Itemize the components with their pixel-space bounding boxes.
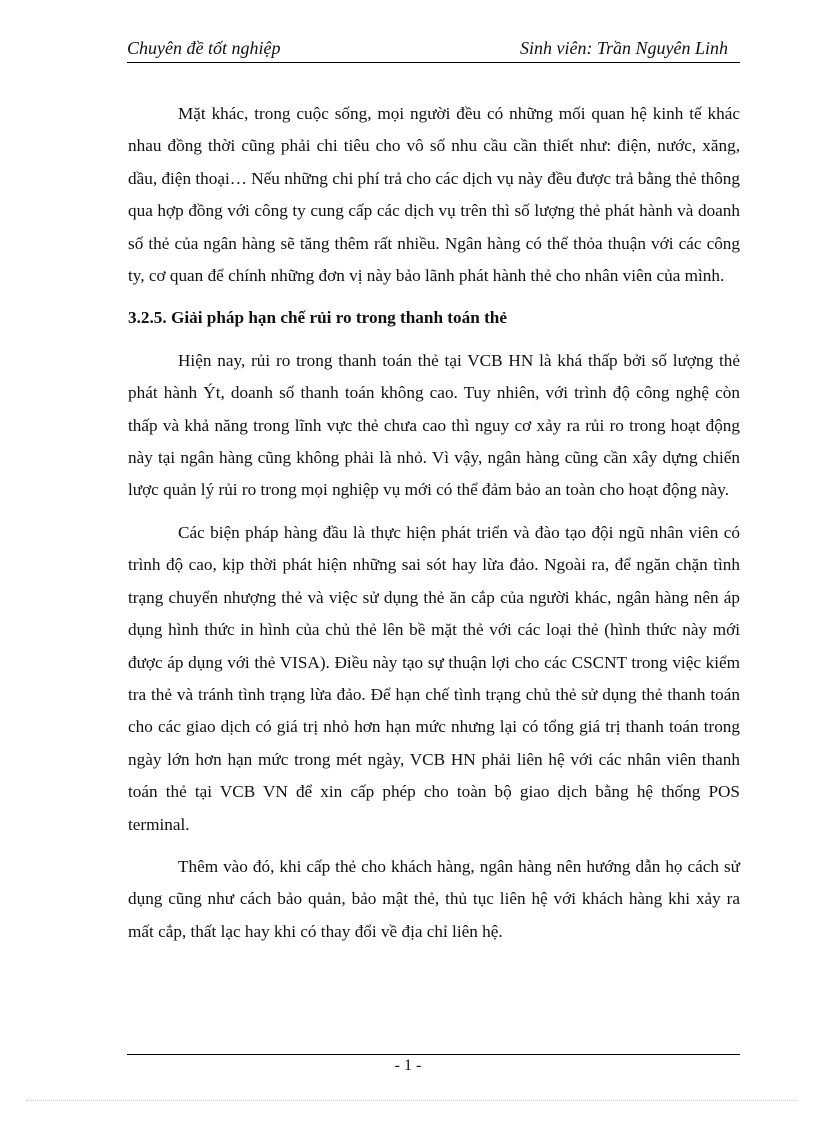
section-heading: 3.2.5. Giải pháp hạn chế rủi ro trong thanh toán thẻ (128, 308, 507, 328)
document-body (128, 98, 740, 958)
page-bottom-dotted-line (26, 1100, 796, 1101)
page-number: - 1 - (394, 1057, 422, 1074)
paragraph-2: Hiện nay, rủi ro trong thanh toán thẻ tại VCB HN là khá thấp bởi số lượng thẻ phát hành Ýt, doanh số thanh toán không cao. Tuy nhiên, với trình độ công nghệ còn thấp và khả năng trong lĩnh vực thẻ chưa cao thì nguy cơ xảy ra rủi ro trong hoạt động này tại ngân hàng cũng không phải là nhỏ. Vì vậy, ngân hàng cũng cần xây dựng chiến lược quản lý rủi ro trong mọi nghiệp vụ mới có thể đảm bảo an toàn cho hoạt động này. (128, 350, 740, 500)
paragraph-4: Thêm vào đó, khi cấp thẻ cho khách hàng, ngân hàng nên hướng dẫn họ cách sử dụng cũng như cách bảo quản, bảo mật thẻ, thủ tục liên hệ với khách hàng khi xảy ra mất cắp, thất lạc hay khi có thay đổi về địa chỉ liên hệ. (128, 856, 740, 941)
paragraph-3: Các biện pháp hàng đầu là thực hiện phát triển và đào tạo đội ngũ nhân viên có trình độ cao, kịp thời phát hiện những sai sót hay lừa đảo. Ngoài ra, để ngăn chặn tình trạng chuyển nhượng thẻ và việc sử dụng thẻ ăn cắp của người khác, ngân hàng nên áp dụng hình thức in hình của chủ thẻ lên bề mặt thẻ với các loại thẻ (hình thức này mới được áp dụng với thẻ VISA). Điều này tạo sự thuận lợi cho các CSCNT trong việc kiểm tra thẻ và tránh tình trạng lừa đảo. Để hạn chế tình trạng chủ thẻ sử dụng thẻ thanh toán cho các giao dịch có giá trị nhỏ hơn hạn mức nhưng lại có tổng giá trị thanh toán trong ngày lớn hơn hạn mức trong mét ngày, VCB HN phải liên hệ với các nhân viên thanh toán thẻ tại VCB VN để xin cấp phép cho toàn bộ giao dịch bằng hệ thống POS terminal. (128, 522, 740, 834)
page-header (127, 36, 740, 63)
paragraph-1: Mặt khác, trong cuộc sống, mọi người đều có những mối quan hệ kinh tế khác nhau đồng thời cũng phải chi tiêu cho vô số nhu cầu cần thiết như: điện, nước, xăng, dầu, điện thoại… Nếu những chi phí trả cho các dịch vụ này đều được trả bằng thẻ thông qua hợp đồng với công ty cung cấp các dịch vụ trên thì số lượng thẻ phát hành và doanh số thẻ của ngân hàng sẽ tăng thêm rất nhiều. Ngân hàng có thể thỏa thuận với các công ty, cơ quan để chính những đơn vị này bảo lãnh phát hành thẻ cho nhân viên của mình. (128, 104, 740, 286)
header-title: Chuyên đề tốt nghiệp (127, 38, 281, 58)
footer-divider (127, 1054, 740, 1055)
header-author: Sinh viên: Trần Nguyên Linh (520, 38, 728, 58)
